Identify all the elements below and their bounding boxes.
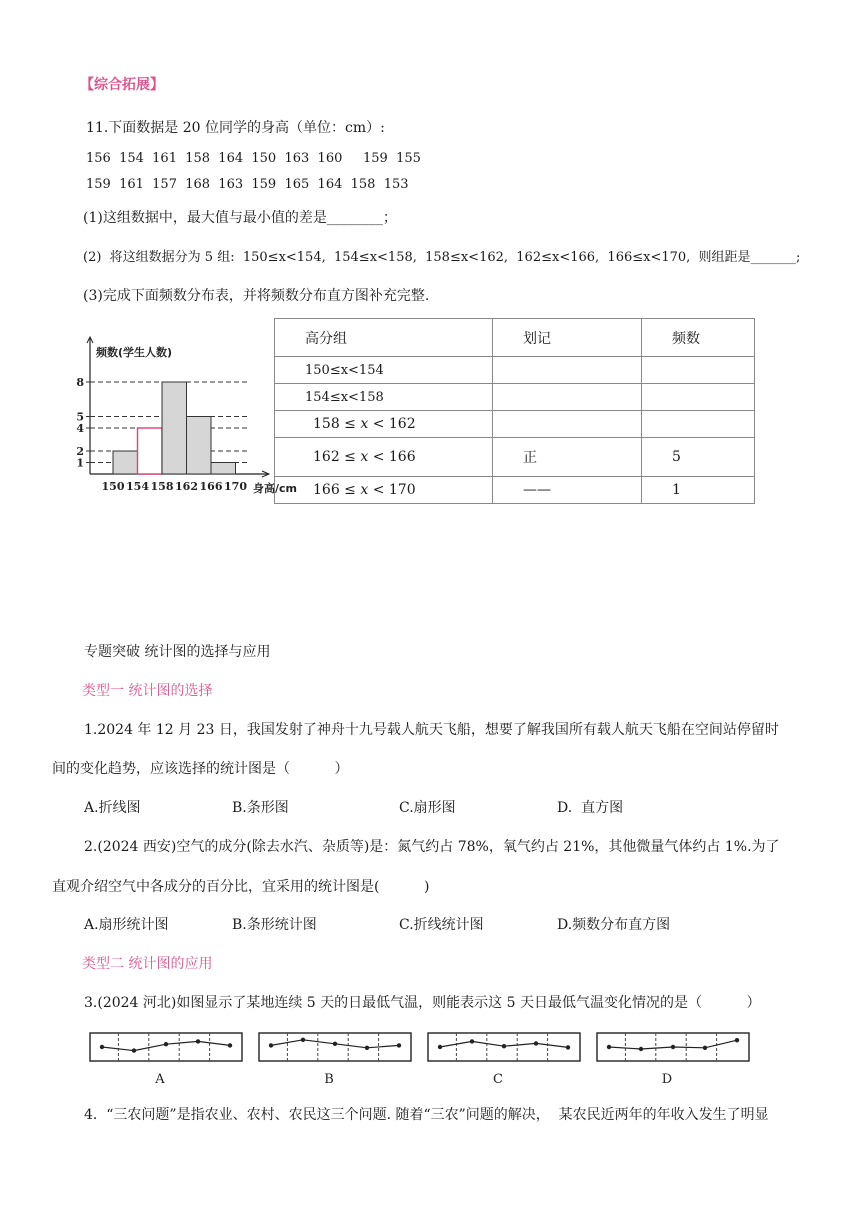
q2-option-d[interactable]: D.频数分布直方图 xyxy=(557,917,671,933)
q11-stem: 11.下面数据是 20 位同学的身高（单位：cm）: xyxy=(86,120,385,136)
y-tick-label: 8 xyxy=(76,376,84,389)
table-row xyxy=(275,438,755,477)
chart-point xyxy=(566,1045,570,1049)
table-cell-count[interactable]: 1 xyxy=(642,477,755,504)
y-tick-label: 5 xyxy=(76,410,84,424)
x-tick-label: 150 xyxy=(101,480,125,493)
table-cell-tally[interactable] xyxy=(493,411,642,438)
y-tick-label: 1 xyxy=(76,456,84,470)
histogram-bar xyxy=(113,451,138,474)
q3-chart-option-c xyxy=(428,1033,580,1087)
q4-line1: 4. “三农问题”是指农业、农村、农民这三个问题. 随着“三农”问题的解决， 某农民近两年的年收入发生了明显 xyxy=(84,1107,769,1123)
q1-line2: 间的变化趋势，应该选择的统计图是（ ） xyxy=(52,761,349,777)
type1-title: 类型一 统计图的选择 xyxy=(82,683,213,699)
histogram-bar xyxy=(187,417,212,475)
chart-point xyxy=(100,1045,104,1049)
table-cell-tally[interactable]: 正 xyxy=(493,438,642,477)
table-cell-group: 150≤x<154 xyxy=(275,357,493,384)
q2-line1: 2.(2024 西安)空气的成分(除去水汽、杂质等)是：氮气约占 78%，氧气约占 21%，其他微量气体约占 1%.为了 xyxy=(84,839,780,855)
q2-option-b[interactable]: B.条形统计图 xyxy=(232,917,317,933)
table-cell-count[interactable] xyxy=(642,357,755,384)
x-axis-title: 身高/cm xyxy=(253,482,297,495)
table-cell-group: 166 ≤ 𝑥 < 170 xyxy=(275,477,493,504)
x-tick-label: 166 xyxy=(199,480,223,493)
chart-point xyxy=(438,1045,442,1049)
chart-point xyxy=(397,1043,401,1047)
section-header: 【综合拓展】 xyxy=(80,77,164,93)
chart-frame xyxy=(259,1033,411,1061)
q1-option-a[interactable]: A.折线图 xyxy=(84,800,141,816)
q1-option-d[interactable]: D. 直方图 xyxy=(557,800,624,816)
x-tick-label: 154 xyxy=(126,480,149,493)
q2-option-a[interactable]: A.扇形统计图 xyxy=(84,917,169,933)
chart-point xyxy=(703,1046,707,1050)
x-tick-label: 158 xyxy=(150,480,174,493)
table-header-group: 高分组 xyxy=(275,319,493,357)
chart-point xyxy=(196,1039,200,1043)
table-cell-tally[interactable] xyxy=(493,357,642,384)
chart-point xyxy=(132,1048,136,1052)
table-row xyxy=(275,357,755,384)
type2-title: 类型二 统计图的应用 xyxy=(82,956,213,972)
table-row xyxy=(275,411,755,438)
table-cell-group: 158 ≤ 𝑥 < 162 xyxy=(275,411,493,438)
q3-line-chart-options xyxy=(86,1028,758,1092)
table-row xyxy=(275,384,755,411)
q1-option-b[interactable]: B.条形图 xyxy=(232,800,289,816)
q1-line1: 1.2024 年 12 月 23 日，我国发射了神舟十九号载人航天飞船，想要了解我国所有载人航天飞船在空间站停留时 xyxy=(84,722,779,738)
q2-line2: 直观介绍空气中各成分的百分比，宜采用的统计图是( ) xyxy=(52,879,430,895)
q11-part2: (2) 将这组数据分为 5 组: 150≤x<154, 154≤x<158, 158≤x<162, 162≤x<166, 166≤x<170, 则组距是_______; xyxy=(83,250,801,265)
chart-point xyxy=(228,1043,232,1047)
table-header-count: 频数 xyxy=(642,319,755,357)
y-axis-title: 频数(学生人数) xyxy=(96,346,173,359)
chart-option-label: B xyxy=(324,1072,334,1087)
chart-point xyxy=(639,1047,643,1051)
chart-option-label: D xyxy=(661,1072,673,1087)
chart-point xyxy=(607,1045,611,1049)
q3-chart-option-b xyxy=(259,1033,411,1087)
q11-part1: (1)这组数据中，最大值与最小值的差是________； xyxy=(83,210,397,226)
chart-point xyxy=(269,1043,273,1047)
chart-point xyxy=(365,1046,369,1050)
q11-part3: (3)完成下面频数分布表，并将频数分布直方图补充完整. xyxy=(83,288,430,304)
y-tick-label: 4 xyxy=(76,422,84,435)
q11-data-row2: 159 161 157 168 163 159 165 164 158 153 xyxy=(86,177,409,192)
chart-point xyxy=(735,1038,739,1042)
table-cell-tally[interactable] xyxy=(493,384,642,411)
table-cell-tally[interactable]: —— xyxy=(493,477,642,504)
chart-point xyxy=(502,1044,506,1048)
table-cell-group: 154≤x<158 xyxy=(275,384,493,411)
chart-option-label: C xyxy=(493,1072,503,1087)
chart-point xyxy=(534,1041,538,1045)
table-cell-group: 162 ≤ 𝑥 < 166 xyxy=(275,438,493,477)
table-cell-count[interactable]: 5 xyxy=(642,438,755,477)
chart-frame xyxy=(90,1033,242,1061)
q3-chart-option-a xyxy=(90,1033,242,1087)
table-cell-count[interactable] xyxy=(642,411,755,438)
q3-chart-option-d xyxy=(597,1033,749,1087)
table-row xyxy=(275,477,755,504)
chart-point xyxy=(301,1038,305,1042)
chart-option-label: A xyxy=(155,1072,165,1087)
histogram-bar xyxy=(138,428,163,474)
q2-option-c[interactable]: C.折线统计图 xyxy=(399,917,484,933)
chart-point xyxy=(671,1045,675,1049)
q1-option-c[interactable]: C.扇形图 xyxy=(399,800,456,816)
y-tick-label: 2 xyxy=(76,445,84,458)
histogram-bar xyxy=(162,382,187,474)
table-cell-count[interactable] xyxy=(642,384,755,411)
chart-point xyxy=(470,1039,474,1043)
chart-point xyxy=(333,1042,337,1046)
x-tick-label: 162 xyxy=(175,480,198,493)
q3-line1: 3.(2024 河北)如图显示了某地连续 5 天的日最低气温，则能表示这 5 天日最低气温变化情况的是（ ） xyxy=(84,995,761,1011)
topic-title: 专题突破 统计图的选择与应用 xyxy=(84,644,271,660)
frequency-table xyxy=(274,318,755,504)
table-header-tally: 划记 xyxy=(493,319,642,357)
chart-point xyxy=(164,1042,168,1046)
q11-data-row1: 156 154 161 158 164 150 163 160 159 155 xyxy=(86,151,421,166)
histogram-bar xyxy=(211,463,236,475)
x-tick-label: 170 xyxy=(224,480,247,493)
